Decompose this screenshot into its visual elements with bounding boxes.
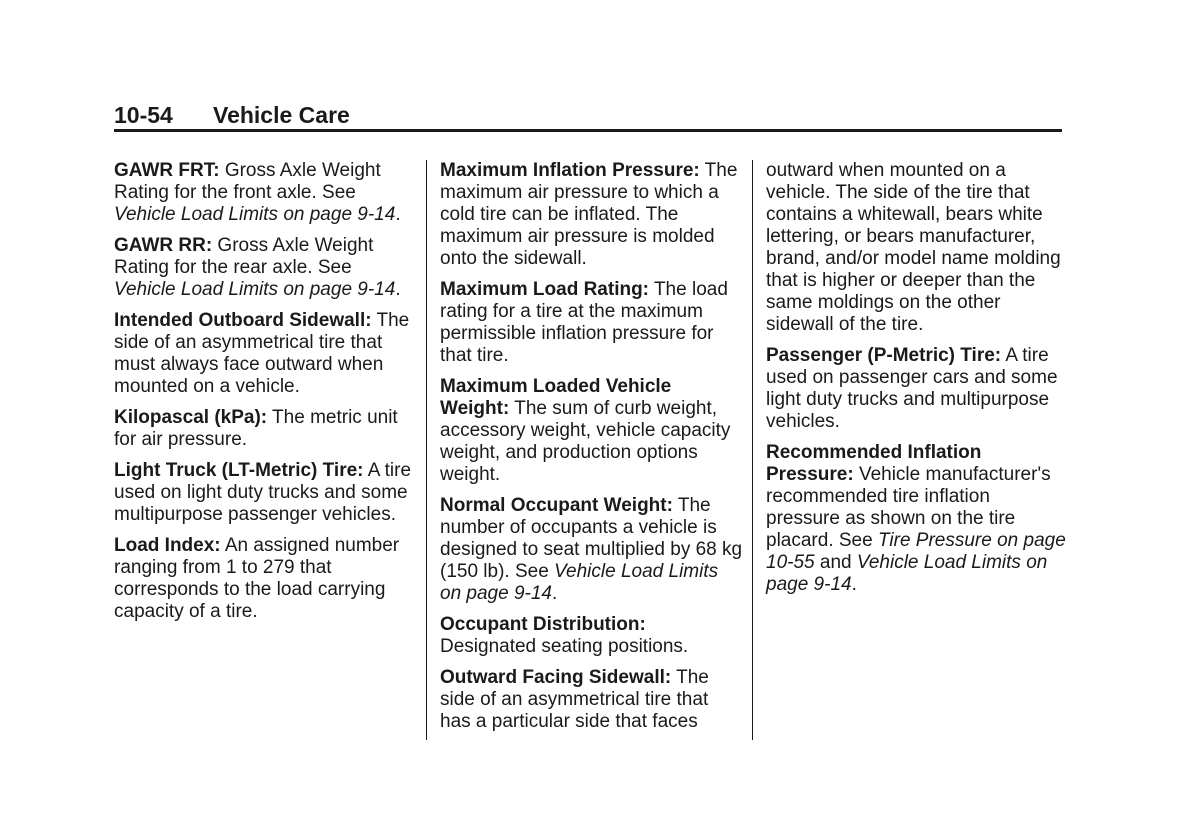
entry-load-index — [114, 535, 418, 623]
ref-gawr-rr[interactable]: Vehicle Load Limits on page 9-14 — [114, 279, 396, 300]
def-kilopascal: The metric unit for air pressure. — [114, 407, 398, 450]
end-gawr-frt: . — [395, 204, 401, 225]
entry-recommended-inflation — [766, 442, 1066, 596]
def-light-truck: A tire used on light duty trucks and some multipurpose passenger vehicles. — [114, 460, 412, 525]
def-intended-outboard: The side of an asymmetrical tire that must always face outward when mounted on a vehicle. — [114, 310, 410, 397]
end-gawr-rr: . — [395, 279, 401, 300]
page-number: 10-54 — [114, 102, 173, 128]
def-max-loaded-weight: The sum of curb weight, accessory weight, vehicle capacity weight, and production options weight. — [440, 398, 731, 485]
term-max-inflation: Maximum Inflation Pressure: — [440, 160, 700, 181]
def-max-inflation: The maximum air pressure to which a cold tire can be inflated. The maximum air pressure is molded onto the sidewall. — [440, 160, 738, 269]
entry-kilopascal — [114, 407, 418, 451]
ref-vehicle-load-limits[interactable]: Vehicle Load Limits on page 9-14 — [766, 552, 1048, 595]
entry-normal-occupant — [440, 495, 744, 605]
entry-gawr-frt — [114, 160, 418, 226]
section-title: Vehicle Care — [213, 102, 350, 128]
entry-max-loaded-weight — [440, 376, 744, 486]
term-passenger-tire: Passenger (P-Metric) Tire: — [766, 345, 1002, 366]
def-gawr-frt: Gross Axle Weight Rating for the front axle. See — [114, 160, 381, 203]
ref-gawr-frt[interactable]: Vehicle Load Limits on page 9-14 — [114, 204, 396, 225]
entry-max-inflation — [440, 160, 744, 270]
column-2 — [440, 160, 744, 742]
term-gawr-rr: GAWR RR: — [114, 235, 213, 256]
column-divider-2 — [752, 160, 753, 740]
def-load-index: An assigned number ranging from 1 to 279 that corresponds to the load carrying capacity of a tire. — [114, 535, 400, 622]
ref-tire-pressure[interactable]: Tire Pressure on page 10-55 — [766, 530, 1066, 573]
term-normal-occupant: Normal Occupant Weight: — [440, 495, 673, 516]
term-gawr-frt: GAWR FRT: — [114, 160, 220, 181]
term-recommended-inflation: Recommended Inflation Pressure: — [766, 442, 982, 485]
entry-light-truck — [114, 460, 418, 526]
end-normal-occupant: . — [552, 583, 558, 604]
column-divider-1 — [426, 160, 427, 740]
column-3 — [766, 160, 1066, 605]
entry-gawr-rr — [114, 235, 418, 301]
term-max-loaded-weight: Maximum Loaded Vehicle Weight: — [440, 376, 672, 419]
entry-occupant-distribution — [440, 614, 744, 658]
term-kilopascal: Kilopascal (kPa): — [114, 407, 268, 428]
term-intended-outboard: Intended Outboard Sidewall: — [114, 310, 372, 331]
entry-intended-outboard — [114, 310, 418, 398]
def-outward-facing: The side of an asymmetrical tire that has a particular side that faces — [440, 667, 709, 732]
term-occupant-distribution: Occupant Distribution: — [440, 614, 646, 635]
end-recommended-inflation: . — [851, 574, 857, 595]
outward-facing-continuation: outward when mounted on a vehicle. The side of the tire that contains a whitewall, bears white lettering, or bears manufacturer, brand, and/or model name molding that is higher or deeper than the same moldings on the other sidewall of the tire. — [766, 160, 1061, 335]
def-passenger-tire: A tire used on passenger cars and some light duty trucks and multipurpose vehicles. — [766, 345, 1058, 432]
page-header — [114, 100, 1062, 132]
def-normal-occupant: The number of occupants a vehicle is designed to seat multiplied by 68 kg (150 lb). See — [440, 495, 743, 582]
def-max-load-rating: The load rating for a tire at the maximum permissible inflation pressure for that tire. — [440, 279, 728, 366]
def-recommended-inflation: Vehicle manufacturer's recommended tire inflation pressure as shown on the tire placard. See — [766, 464, 1051, 551]
entry-passenger-tire — [766, 345, 1066, 433]
term-outward-facing: Outward Facing Sidewall: — [440, 667, 672, 688]
def-occupant-distribution: Designated seating positions. — [440, 636, 689, 657]
mid-recommended-inflation: and — [814, 552, 857, 573]
entry-max-load-rating — [440, 279, 744, 367]
entry-outward-facing — [440, 667, 744, 733]
term-max-load-rating: Maximum Load Rating: — [440, 279, 650, 300]
term-light-truck: Light Truck (LT-Metric) Tire: — [114, 460, 364, 481]
term-load-index: Load Index: — [114, 535, 221, 556]
column-1 — [114, 160, 418, 632]
def-gawr-rr: Gross Axle Weight Rating for the rear axle. See — [114, 235, 374, 278]
ref-normal-occupant[interactable]: Vehicle Load Limits on page 9-14 — [440, 561, 719, 604]
